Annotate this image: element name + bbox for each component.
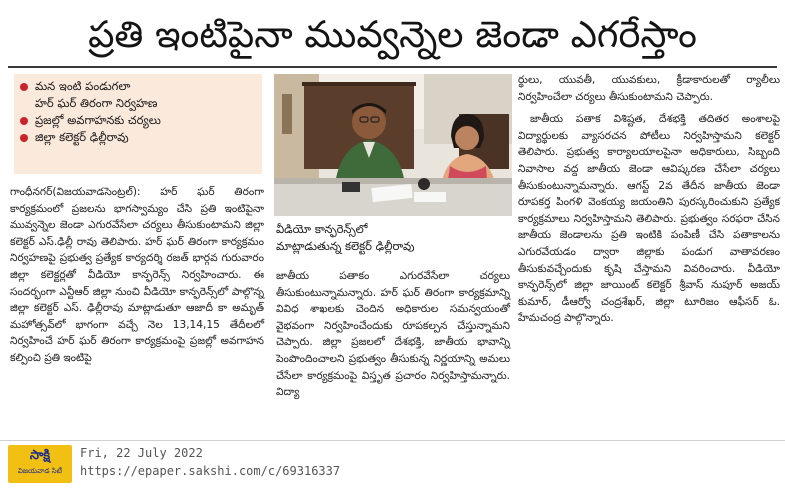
highlight-item	[20, 95, 256, 112]
bullet-icon	[20, 83, 28, 91]
highlight-item	[20, 112, 256, 129]
article-column-1	[10, 184, 264, 367]
highlight-text: మన ఇంటి పండుగలా	[35, 79, 131, 93]
news-photo	[274, 74, 512, 216]
epaper-link[interactable]: https://epaper.sakshi.com/c/69316337	[80, 464, 341, 478]
logo-edition: విజయవాడ సిటీ	[17, 467, 63, 475]
logo-title: సాక్షి	[29, 448, 51, 463]
article-paragraph: ర్థులు, యువతీ, యువకులు, క్రీడాకారులతో ర్యాలీలు నిర్వహించేలా చర్యలు తీసుకుంటామని చెప్పారు.	[518, 74, 780, 103]
article-column-2	[276, 268, 510, 401]
highlight-text: ప్రజల్లో అవగాహనకు చర్యలు	[35, 113, 161, 127]
bullet-icon	[20, 117, 28, 125]
sakshi-logo	[8, 445, 72, 483]
caption-line: మాట్లాడుతున్న కలెక్టర్ ఢిల్లీరావు	[276, 239, 415, 253]
bullet-icon	[20, 134, 28, 142]
highlights-box	[14, 74, 262, 174]
headline-divider	[8, 66, 777, 68]
article-paragraph: జాతీయ పతాక విశిష్టత, దేశభక్తి తదితర అంశాలపై విద్యార్థులకు వ్యాసరచన పోటీలు నిర్వహిస్తామని కలెక్టర్ తెలిపారు. ప్రభుత్వ కార్యాలయాలపైనా అధికారులు, సిబ్బంది నివాసాల వద్ద జాతీయ జెండా ఆవిష్కరణ చేసేలా చర్యలు తీసుకుంటున్నామన్నారు. ఆగస్ట్ 2వ తేదీన జాతీయ జెండా రూపకర్త పింగళి వెంకయ్య జయంతిని పురస్కరించుకుని ప్రత్యేక కార్యక్రమాలు నిర్వహిస్తామని తెలిపారు. ప్రభుత్వం సరఫరా చేసిన జాతీయ జెండాలను ప్రతి ఇంటికి పంపిణీ చేసి పతాకాలను ఎగురవేయడం ద్వారా జిల్లాకు పండుగ వాతావరణం తీసుకువచ్చేందుకు కృషి చేస్తామని వివరించారు. వీడియో కాన్ఫరెన్స్‌లో జిల్లా జాయింట్ కలెక్టర్ శ్రీవాస్ నుపూర్ అజయ్ కుమార్, డీఆర్వో చంద్రశేఖర్, జిల్లా టూరిజం ఆఫీసర్ ఓ. హేమచంద్ర పాల్గొన్నారు.	[518, 113, 780, 325]
article-column-3	[518, 72, 780, 327]
photo-illustration	[274, 74, 512, 216]
caption-line: వీడియో కాన్ఫరెన్స్‌లో	[276, 222, 368, 236]
article-paragraph: గాంధీనగర్(విజయవాడసెంట్రల్): హర్ ఘర్ తిరంగా కార్యక్రమంలో ప్రజలను భాగస్వామ్యం చేసి ప్రతి ఇంటిపైనా మువ్వన్నెల జెండా ఎగురవేసేలా చర్యలు తీసుకుంటామని జిల్లా కలెక్టర్ ఎస్.ఢిల్లీ రావు తెలిపారు. హర్ ఘర్ తిరంగా కార్యక్రమం నిర్వహణపై ప్రభుత్వ ప్రత్యేక కార్యదర్శి రజత్ భార్గవ గురువారం జిల్లా కలెక్టర్లతో వీడియో కాన్ఫరెన్స్ నిర్వహించారు. ఈ సందర్భంగా ఎన్టీఆర్ జిల్లా నుంచి వీడియో కాన్ఫరెన్స్‌లో పాల్గొన్న జిల్లా కలెక్టర్ ఎస్. ఢిల్లీరావు మాట్లాడుతూ ఆజాదీ కా అమృత్ మహోత్సవ్‌లో భాగంగా వచ్చే నెల 13,14,15 తేదీలలో నిర్వహించే హర్ ఘర్ తిరంగా కార్యక్రమంపై ప్రజల్లో అవగాహన కల్పించి ప్రతి ఇంటిపై	[10, 186, 264, 364]
highlight-item	[20, 129, 256, 146]
highlight-text: హర్ ఘర్ తిరంగా నిర్వహణ	[35, 96, 158, 110]
headline: ప్రతి ఇంటిపైనా మువ్వన్నెల జెండా ఎగరేస్తాం	[88, 13, 697, 56]
highlight-text: జిల్లా కలెక్టర్ ఢిల్లీరావు	[35, 130, 129, 144]
photo-caption	[274, 217, 512, 265]
edition-date: Fri, 22 July 2022	[80, 446, 203, 460]
highlight-item	[20, 78, 256, 95]
article-paragraph: జాతీయ పతాకం ఎగురవేసేలా చర్యలు తీసుకుంటున్నామన్నారు. హర్ ఘర్ తిరంగా కార్యక్రమాన్ని వివిధ శాఖలకు చెందిన అధికారుల సమన్వయంతో వైభవంగా నిర్వహించేందుకు రూపకల్పన చేస్తున్నామని చెప్పారు. జిల్లా ప్రజలలో దేశభక్తి, జాతీయ భావాన్ని పెంపొందించాలని ప్రభుత్వం తీసుకున్న నిర్ణయాన్ని అమలు చేసేలా కార్యక్రమంపై విస్తృత ప్రచారం నిర్వహిస్తామన్నారు. విద్యా	[276, 270, 510, 399]
